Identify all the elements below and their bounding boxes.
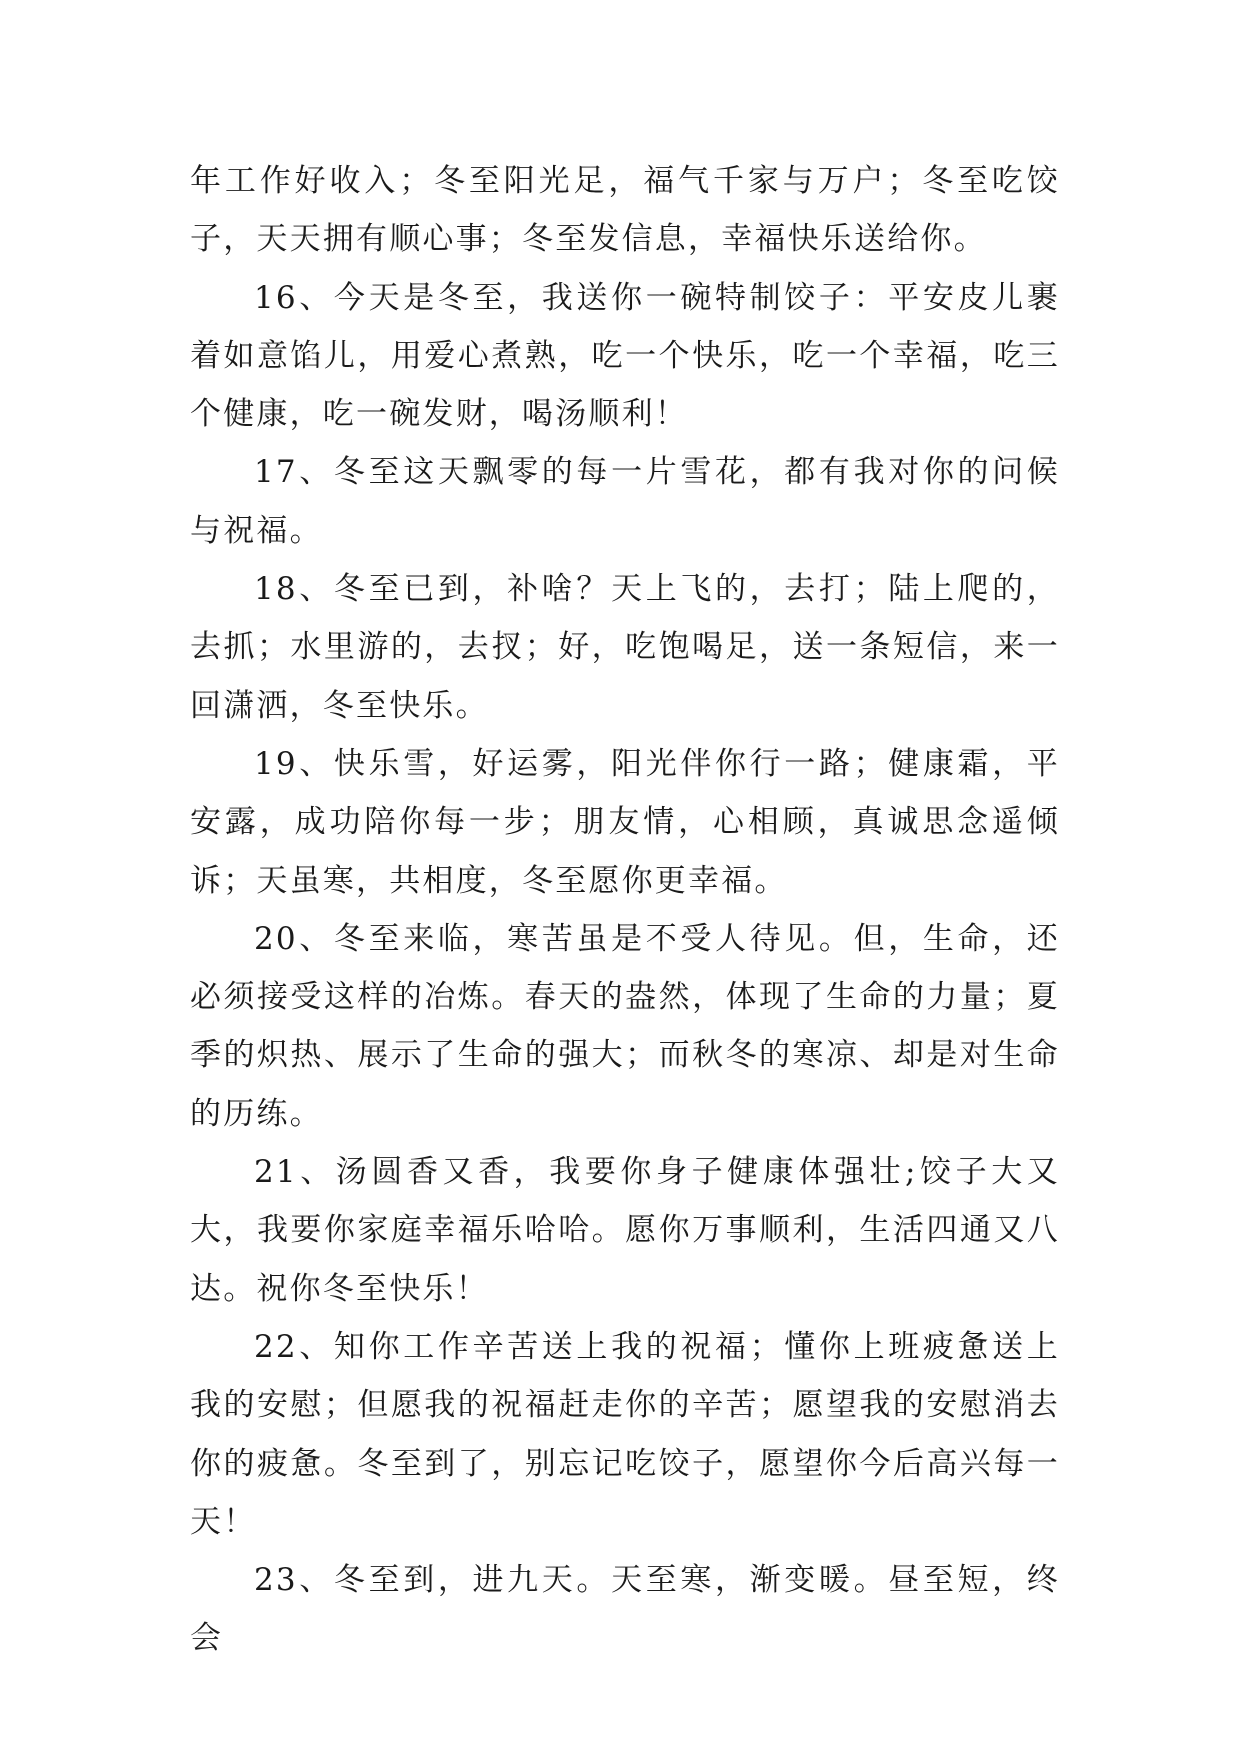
paragraph-18: 18、冬至已到，补啥？天上飞的，去打；陆上爬的，去抓；水里游的，去扠；好，吃饱喝足，送一条短信，来一回潇洒，冬至快乐。: [190, 571, 1060, 724]
paragraph-23: 23、冬至到，进九天。天至寒，渐变暖。昼至短，终会: [190, 1562, 1060, 1657]
paragraph-19: 19、快乐雪，好运雾，阳光伴你行一路；健康霜，平安露，成功陪你每一步；朋友情，心相顾，真诚思念遥倾诉；天虽寒，共相度，冬至愿你更幸福。: [190, 745, 1060, 899]
paragraph-17: 17、冬至这天飘零的每一片雪花，都有我对你的问候与祝福。: [190, 454, 1060, 549]
document-body: [190, 152, 1060, 1668]
paragraph-20: 20、冬至来临，寒苦虽是不受人待见。但，生命，还必须接受这样的冶炼。春天的盎然，体现了生命的力量；夏季的炽热、展示了生命的强大；而秋冬的寒凉、却是对生命的历练。: [190, 920, 1060, 1132]
paragraph-21: 21、汤圆香又香，我要你身子健康体强壮;饺子大又大，我要你家庭幸福乐哈哈。愿你万事顺利，生活四通又八达。祝你冬至快乐！: [190, 1154, 1060, 1307]
paragraph-16: 16、今天是冬至，我送你一碗特制饺子：平安皮儿裹着如意馅儿，用爱心煮熟，吃一个快乐，吃一个幸福，吃三个健康，吃一碗发财，喝汤顺利！: [190, 279, 1060, 433]
paragraph-continued: 年工作好收入；冬至阳光足，福气千家与万户；冬至吃饺子，天天拥有顺心事；冬至发信息，幸福快乐送给你。: [190, 163, 1060, 258]
paragraph-22: 22、知你工作辛苦送上我的祝福；懂你上班疲惫送上我的安慰；但愿我的祝福赶走你的辛苦；愿望我的安慰消去你的疲惫。冬至到了，别忘记吃饺子，愿望你今后高兴每一天！: [190, 1328, 1060, 1540]
